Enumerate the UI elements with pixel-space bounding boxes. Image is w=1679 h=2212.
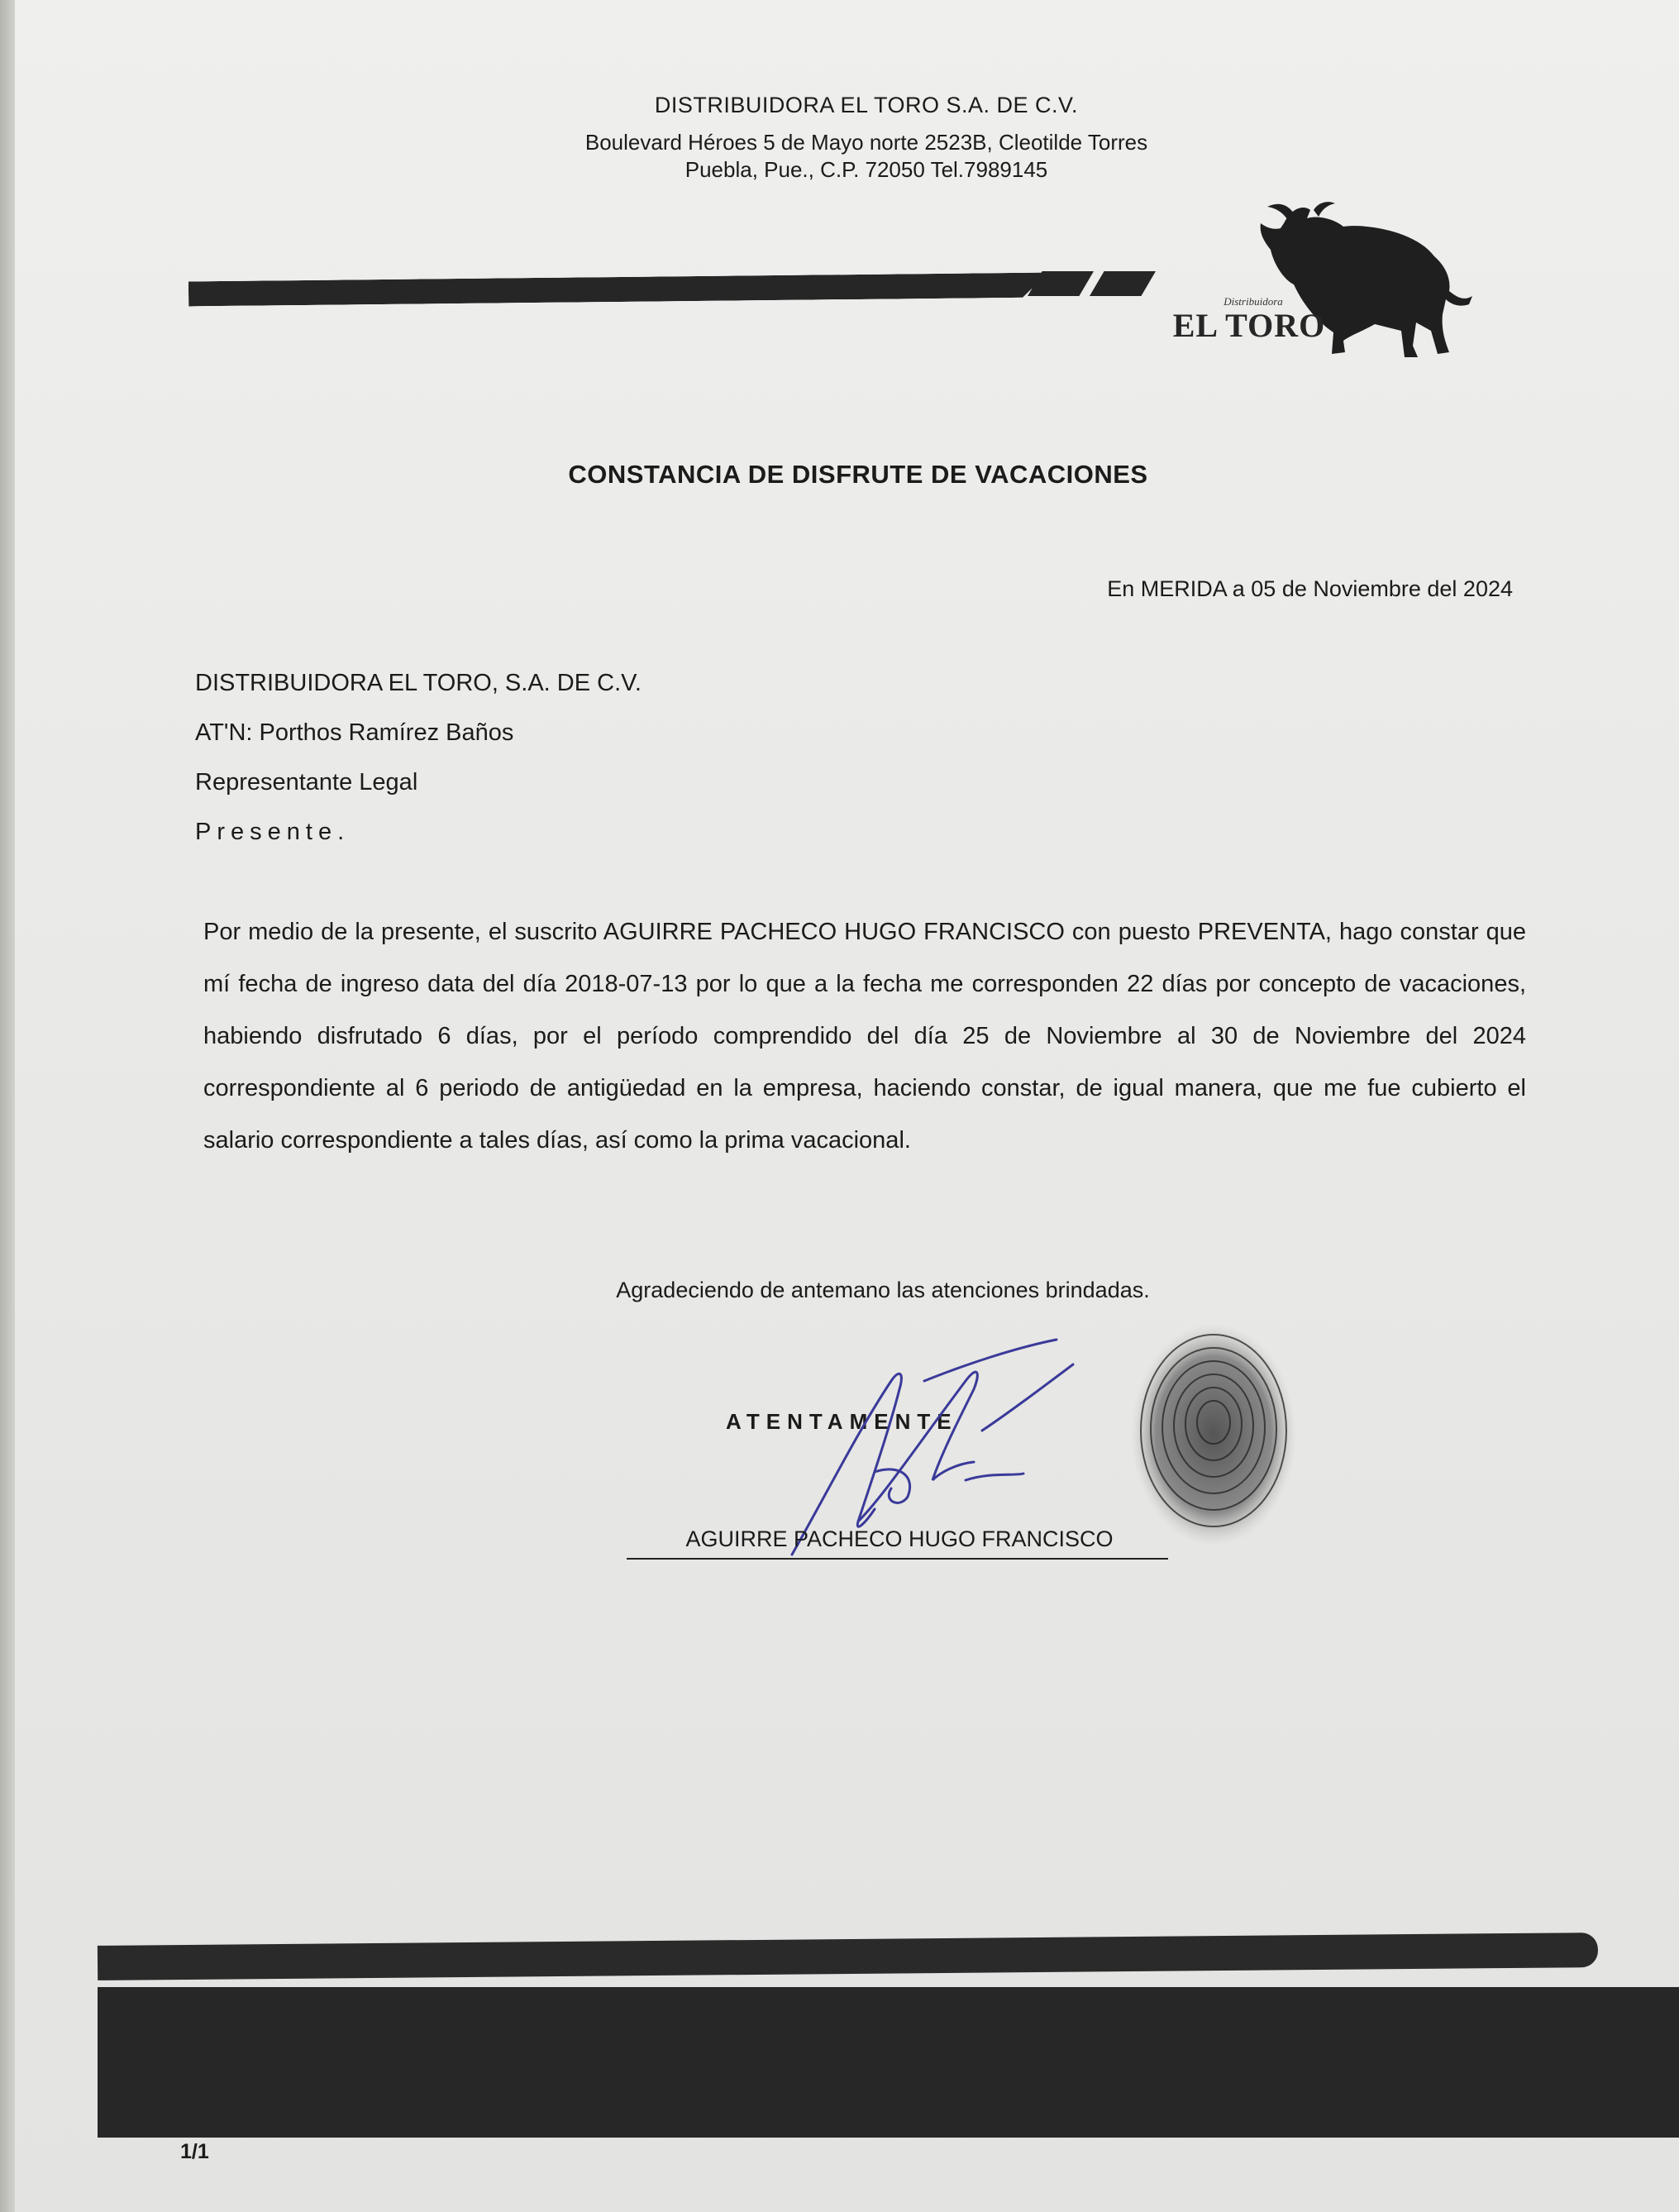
signer-name: AGUIRRE PACHECO HUGO FRANCISCO <box>685 1526 1114 1551</box>
footer-band <box>98 1987 1679 2138</box>
body-paragraph: Por medio de la presente, el suscrito AGUIRRE PACHECO HUGO FRANCISCO con puesto PREVENTA, hago constar que mí fecha de ingreso data del día 2018-07-13 por lo que a la fecha me corresponden 22 días por concepto de vacaciones, habiendo disfrutado 6 días, por el período comprendido del día 25 de Noviembre al 30 de Noviembre del 2024 correspondiente al 6 periodo de antigüedad en la empresa, haciendo constar, de igual manera, que me fue cubierto el salario correspondiente a tales días, así como la prima vacacional. <box>203 919 1526 1154</box>
recipient-presente: Presente. <box>195 819 351 845</box>
thanks-line: Agradeciendo de antemano las atenciones brindadas. <box>616 1278 1150 1302</box>
header-bar <box>188 273 1048 307</box>
document-page <box>15 0 1679 2212</box>
recipient-role: Representante Legal <box>195 769 418 795</box>
page-edge-shadow <box>0 0 15 2212</box>
header-company-name: DISTRIBUIDORA EL TORO S.A. DE C.V. <box>654 93 1079 117</box>
signature-line <box>627 1558 1168 1560</box>
header-bar-segment <box>1090 271 1156 296</box>
place-date: En MERIDA a 05 de Noviembre del 2024 <box>1107 576 1513 601</box>
footer-bar <box>98 1933 1598 1980</box>
document-title: CONSTANCIA DE DISFRUTE DE VACACIONES <box>568 460 1148 489</box>
closing-word: ATENTAMENTE <box>726 1409 958 1434</box>
recipient-company: DISTRIBUIDORA EL TORO, S.A. DE C.V. <box>195 670 642 696</box>
header-address-line1: Boulevard Héroes 5 de Mayo norte 2523B, Cleotilde Torres <box>584 130 1148 155</box>
page-number: 1/1 <box>180 2140 209 2163</box>
recipient-attention: AT'N: Porthos Ramírez Baños <box>195 719 514 746</box>
thumbprint <box>1123 1315 1305 1555</box>
logo-name: EL TORO <box>1172 307 1326 344</box>
logo-small-text: Distribuidora <box>1223 295 1283 308</box>
header-address-line2: Puebla, Pue., C.P. 72050 Tel.7989145 <box>684 157 1048 182</box>
